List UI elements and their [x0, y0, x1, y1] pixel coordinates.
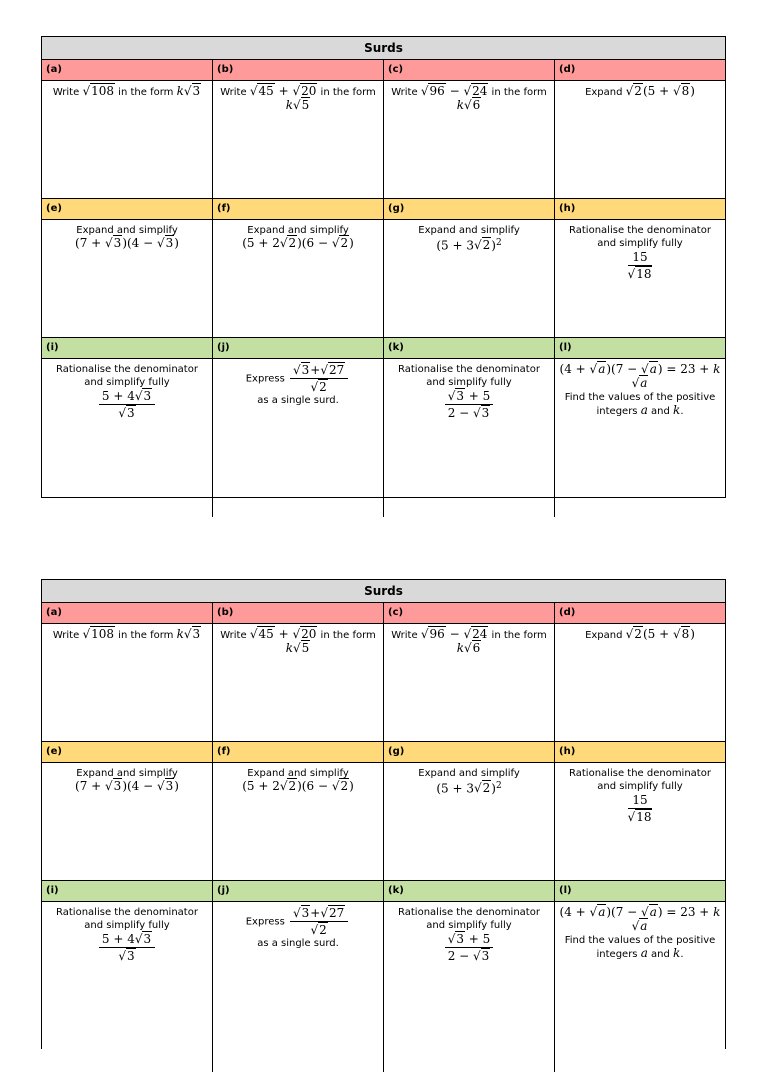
label-e: (e)	[42, 742, 213, 762]
question-i: Rationalise the denominator and simplify fully $\frac{5 + 4√3}{√3}$	[42, 902, 213, 1072]
question-k: Rationalise the denominator and simplify fully $\frac{√3 + 5}{2 - √3}$	[384, 902, 555, 1072]
label-a: (a)	[42, 60, 213, 80]
question-c: Write √96 − √24 in the form k√6	[384, 624, 555, 741]
label-i: (i)	[42, 338, 213, 358]
label-h: (h)	[559, 203, 576, 214]
label-b: (b)	[213, 603, 384, 623]
label-l: (l)	[559, 342, 572, 353]
question-k: Rationalise the denominator and simplify fully $\frac{√3 + 5}{2 - √3}$	[384, 359, 555, 517]
worksheet-title: Surds	[42, 580, 725, 603]
question-b: Write √45 + √20 in the form k√5	[213, 81, 384, 198]
question-f: Expand and simplify (5 + 2√2)(6 − √2)	[213, 220, 384, 337]
label-k: (k)	[384, 881, 555, 901]
question-row-2	[42, 220, 725, 338]
question-i: Rationalise the denominator and simplify fully $\frac{5 + 4√3}{√3}$	[42, 359, 213, 517]
label-row-3	[42, 338, 725, 359]
label-a: (a)	[42, 603, 213, 623]
question-d: Expand √2(5 + √8)	[585, 627, 695, 641]
label-l: (l)	[559, 885, 572, 896]
question-g: Expand and simplify $(5 + 3√2)^2$	[384, 220, 555, 337]
question-h: Rationalise the denominator and simplify fully $\frac{15}{√18}$	[569, 768, 711, 824]
label-h: (h)	[559, 746, 576, 757]
question-row-1	[42, 624, 725, 742]
question-row-3	[42, 902, 725, 1072]
label-k: (k)	[384, 338, 555, 358]
question-j: Express $\frac{√3+√27}{√2}$ as a single surd.	[213, 902, 384, 1072]
question-f: Expand and simplify (5 + 2√2)(6 − √2)	[213, 763, 384, 880]
question-c: Write √96 − √24 in the form k√6	[384, 81, 555, 198]
question-l: (4 + √a)(7 − √a) = 23 + k√a Find the values of the positive integers a and k.	[559, 362, 721, 417]
label-row-2	[42, 199, 725, 220]
label-row-1	[42, 60, 725, 81]
worksheet-2	[41, 579, 726, 1049]
label-j: (j)	[213, 338, 384, 358]
question-e: Expand and simplify (7 + √3)(4 − √3)	[42, 220, 213, 337]
label-g: (g)	[384, 199, 555, 219]
label-row-1	[42, 603, 725, 624]
label-j: (j)	[213, 881, 384, 901]
question-j: Express $\frac{√3+√27}{√2}$ as a single surd.	[213, 359, 384, 517]
label-b: (b)	[213, 60, 384, 80]
question-g: Expand and simplify $(5 + 3√2)^2$	[384, 763, 555, 880]
label-f: (f)	[213, 199, 384, 219]
label-e: (e)	[42, 199, 213, 219]
question-row-3	[42, 359, 725, 517]
label-d: (d)	[559, 607, 576, 618]
question-e: Expand and simplify (7 + √3)(4 − √3)	[42, 763, 213, 880]
question-row-2	[42, 763, 725, 881]
label-f: (f)	[213, 742, 384, 762]
question-row-1	[42, 81, 725, 199]
worksheet-title: Surds	[42, 37, 725, 60]
label-c: (c)	[384, 60, 555, 80]
question-l: (4 + √a)(7 − √a) = 23 + k√a Find the values of the positive integers a and k.	[559, 905, 721, 960]
question-a: Write √108 in the form k√3	[42, 81, 213, 198]
label-row-3	[42, 881, 725, 902]
question-h: Rationalise the denominator and simplify fully $\frac{15}{√18}$	[569, 225, 711, 281]
question-b: Write √45 + √20 in the form k√5	[213, 624, 384, 741]
label-c: (c)	[384, 603, 555, 623]
worksheet-1	[41, 36, 726, 498]
label-i: (i)	[42, 881, 213, 901]
question-a: Write √108 in the form k√3	[42, 624, 213, 741]
label-g: (g)	[384, 742, 555, 762]
question-d: Expand √2(5 + √8)	[585, 84, 695, 98]
label-row-2	[42, 742, 725, 763]
label-d: (d)	[559, 64, 576, 75]
